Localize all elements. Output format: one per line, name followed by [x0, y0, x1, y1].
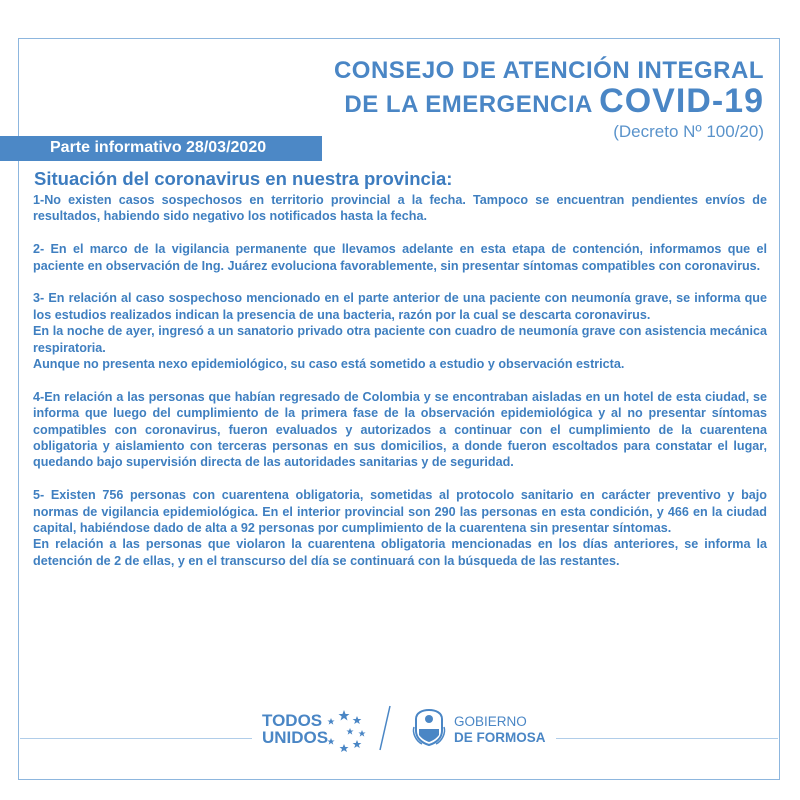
paragraph-4: 4-En relación a las personas que habían regresado de Colombia y se encontraban aisladas en un hotel de esta ciudad, se informa que luego del cumplimiento de la primera fase de la observación epidemiológica y al no presentar síntomas compatibles con coronavirus, fueron evaluados y autorizados a continuar con el cumplimiento de la cuarentena obligatoria y aislamiento con terceras personas en sus domicilios, a donde fueron escoltados para constatar el lugar, quedando bajo supervisión directa de las autoridades sanitarias y de seguridad. — [33, 389, 767, 470]
report-body — [33, 192, 767, 569]
gobierno-text: GOBIERNO — [454, 714, 527, 729]
title-covid: COVID-19 — [599, 82, 764, 120]
banner-label: Parte informativo 28/03/2020 — [50, 139, 267, 156]
title-prefix: DE LA EMERGENCIA — [344, 91, 592, 118]
gobierno-formosa-logo — [454, 714, 546, 746]
paragraph-5b: En relación a las personas que violaron la cuarentena obligatoria mencionadas en los días anteriores, se informa la detención de 2 de ellas, y en el transcurso del día se continuará con la búsqueda de las restantes. — [33, 537, 767, 568]
paragraph-2: 2- En el marco de la vigilancia permanente que llevamos adelante en esta etapa de contención, informamos que el paciente en observación de Ing. Juárez evoluciona favorablemente, sin presentar síntomas compatibles con coronavirus. — [33, 242, 767, 273]
section-title: Situación del coronavirus en nuestra provincia: — [34, 168, 453, 189]
provincial-shield-icon — [410, 707, 448, 747]
paragraph-3c: Aunque no presenta nexo epidemiológico, su caso está sometido a estudio y observación estricta. — [33, 357, 625, 372]
decree-text: (Decreto Nº 100/20) — [613, 122, 764, 141]
footer-line-right — [556, 738, 778, 739]
title-line-2 — [334, 82, 764, 120]
unidos-text: UNIDOS — [262, 728, 329, 747]
stars-circle-icon — [322, 708, 366, 752]
paragraph-5a: 5- Existen 756 personas con cuarentena obligatoria, sometidas al protocolo sanitario en carácter preventivo y bajo normas de vigilancia epidemiológica. En el interior provincial son 290 las personas en esta condición, y 466 en la ciudad capital, habiéndose dado de alta a 92 personas por cumplimiento de la cuarentena sin presentar síntomas. — [33, 488, 767, 536]
paragraph-3b: En la noche de ayer, ingresó a un sanatorio privado otra paciente con cuadro de neumonía grave con asistencia mecánica respiratoria. — [33, 324, 767, 355]
footer-line-left — [20, 738, 252, 739]
title-line-1: CONSEJO DE ATENCIÓN INTEGRAL — [333, 57, 764, 84]
divider-slash — [378, 704, 392, 752]
header — [334, 56, 764, 142]
paragraph-1: 1-No existen casos sospechosos en territorio provincial a la fecha. Tampoco se encuentran pendientes envíos de resultados, habiendo sido negativo los notificados hasta la fecha. — [33, 193, 767, 224]
todos-unidos-logo — [262, 712, 328, 746]
paragraph-3a: 3- En relación al caso sospechoso mencionado en el parte anterior de una paciente con neumonía grave, se informa que los estudios realizados indican la presencia de una bacteria, razón por la cual se descarta coronavirus. — [33, 291, 767, 322]
todos-text: TODOS — [262, 711, 323, 730]
formosa-text: DE FORMOSA — [454, 730, 546, 745]
date-banner — [0, 136, 322, 161]
